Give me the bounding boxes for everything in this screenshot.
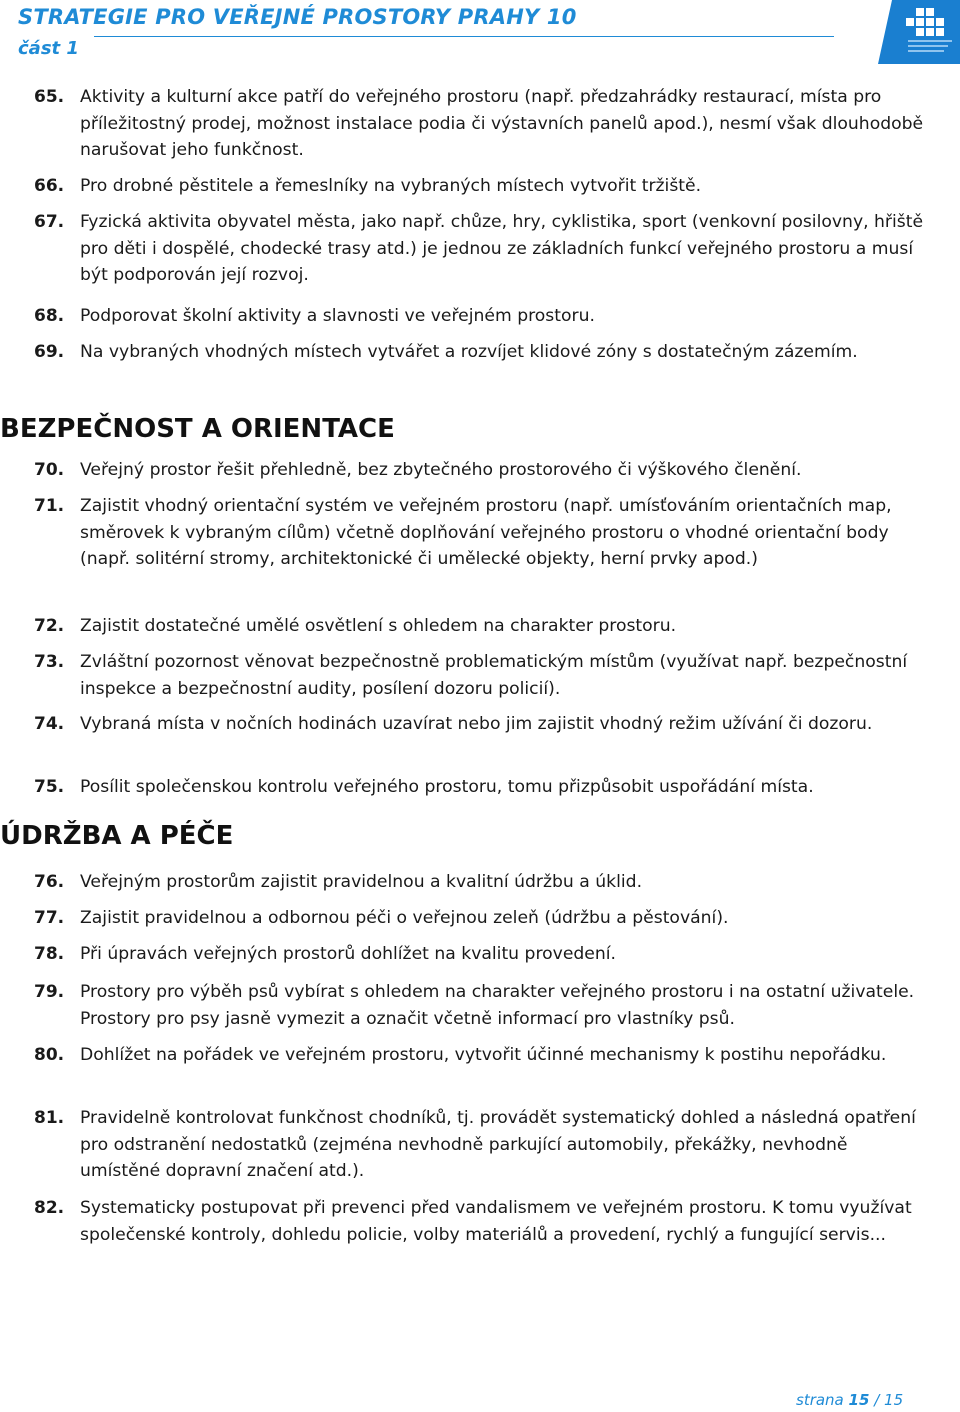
item-text: Zajistit pravidelnou a odbornou péči o veřejnou zeleň (údržbu a pěstování).	[80, 908, 729, 928]
document-title: STRATEGIE PRO VEŘEJNÉ PROSTORY PRAHY 10	[18, 5, 577, 29]
section-heading-safety: BEZPEČNOST A ORIENTACE	[0, 414, 395, 444]
total-pages: 15	[884, 1391, 904, 1409]
section-heading-maintenance: ÚDRŽBA A PÉČE	[0, 821, 234, 851]
item-text: Při úpravách veřejných prostorů dohlížet na kvalitu provedení.	[80, 944, 617, 964]
page-label: strana	[796, 1391, 844, 1409]
item-text: Zvláštní pozornost věnovat bezpečnostně problematickým místům (využívat např. bezpečnostní inspekce a bezpečnostní audity, posílení dozoru policií).	[80, 652, 908, 699]
item-text: Veřejným prostorům zajistit pravidelnou a kvalitní údržbu a úklid.	[80, 872, 643, 892]
item-number: 76.	[34, 872, 65, 892]
item-text: Veřejný prostor řešit přehledně, bez zbytečného prostorového či výškového členění.	[80, 460, 802, 480]
item-number: 79.	[34, 982, 65, 1002]
item-number: 67.	[34, 212, 65, 232]
item-number: 81.	[34, 1108, 65, 1128]
item-number: 74.	[34, 714, 65, 734]
item-number: 68.	[34, 306, 65, 326]
item-text: Podporovat školní aktivity a slavnosti ve veřejném prostoru.	[80, 306, 595, 326]
header-rule	[94, 36, 834, 37]
item-text: Vybraná místa v nočních hodinách uzavírat nebo jim zajistit vhodný režim užívání či dozoru.	[80, 714, 873, 734]
item-text: Fyzická aktivita obyvatel města, jako např. chůze, hry, cyklistika, sport (venkovní posilovny, hřiště pro děti i dospělé, chodecké trasy atd.) je jednou ze základních funkcí veřejného prostoru a musí být podporován její rozvoj.	[80, 212, 924, 286]
item-text: Zajistit vhodný orientační systém ve veřejném prostoru (např. umísťováním orientačních map, směrovek k vybraným cílům) včetně doplňování veřejného prostoru o vhodné orientační body (např. solitérní stromy, architektonické či umělecké objekty, herní prvky apod.)	[80, 496, 892, 570]
item-number: 73.	[34, 652, 65, 672]
item-text: Systematicky postupovat při prevenci před vandalismem ve veřejném prostoru. K tomu využívat společenské kontroly, dohledu policie, volby materiálů a provedení, rychlý a fungující servis...	[80, 1198, 912, 1245]
document-part: část 1	[18, 38, 79, 59]
item-text: Pravidelně kontrolovat funkčnost chodníků, tj. provádět systematický dohled a následná opatření pro odstranění nedostatků (zejména nevhodně parkující automobily, překážky, nevhodně umístěné dopravní značení atd.).	[80, 1108, 916, 1182]
item-number: 65.	[34, 87, 65, 107]
item-number: 80.	[34, 1045, 65, 1065]
item-text: Na vybraných vhodných místech vytvářet a rozvíjet klidové zóny s dostatečným zázemím.	[80, 342, 858, 362]
item-number: 66.	[34, 176, 65, 196]
item-text: Prostory pro výběh psů vybírat s ohledem na charakter veřejného prostoru i na ostatní uživatele. Prostory pro psy jasně vymezit a označit včetně informací pro vlastníky psů.	[80, 982, 915, 1029]
page-separator: /	[874, 1391, 880, 1409]
item-number: 78.	[34, 944, 65, 964]
item-number: 77.	[34, 908, 65, 928]
organization-logo	[878, 0, 960, 64]
item-number: 69.	[34, 342, 65, 362]
item-text: Zajistit dostatečné umělé osvětlení s ohledem na charakter prostoru.	[80, 616, 677, 636]
item-number: 72.	[34, 616, 65, 636]
item-text: Aktivity a kulturní akce patří do veřejného prostoru (např. předzahrádky restaurací, místa pro příležitostný prodej, možnost instalace podia či výstavních panelů apod.), nesmí však dlouhodobě narušovat jeho funkčnost.	[80, 87, 924, 161]
item-number: 71.	[34, 496, 65, 516]
item-number: 70.	[34, 460, 65, 480]
item-text: Posílit společenskou kontrolu veřejného prostoru, tomu přizpůsobit uspořádání místa.	[80, 777, 814, 797]
item-number: 75.	[34, 777, 65, 797]
item-number: 82.	[34, 1198, 65, 1218]
item-text: Pro drobné pěstitele a řemeslníky na vybraných místech vytvořit tržiště.	[80, 176, 702, 196]
item-text: Dohlížet na pořádek ve veřejném prostoru, vytvořit účinné mechanismy k postihu nepořádku.	[80, 1045, 887, 1065]
current-page: 15	[848, 1391, 870, 1409]
page-number	[796, 1391, 903, 1409]
